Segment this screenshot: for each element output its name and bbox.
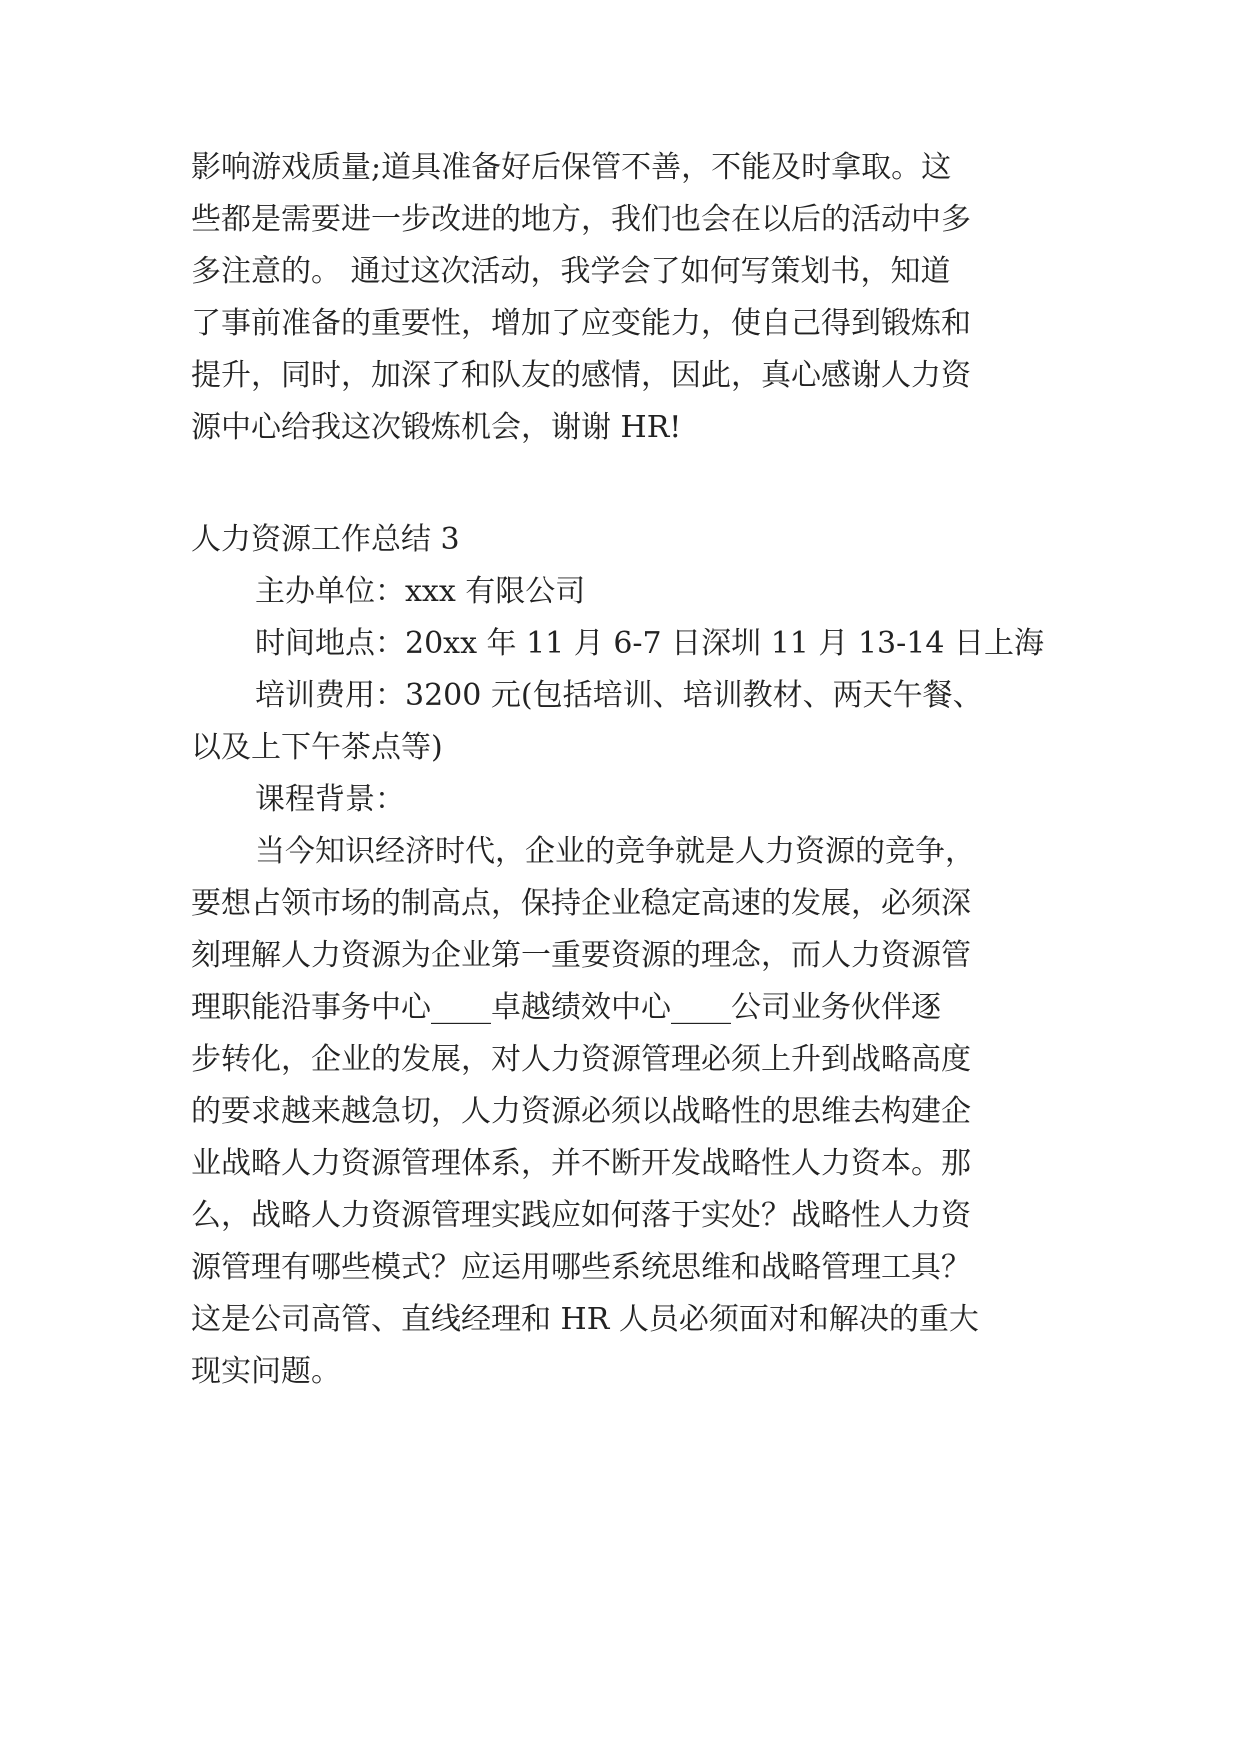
background-line: 步转化，企业的发展，对人力资源管理必须上升到战略高度	[191, 1042, 971, 1077]
paragraph-line: 些都是需要进一步改进的地方，我们也会在以后的活动中多	[191, 202, 971, 237]
paragraph-line: 提升，同时，加深了和队友的感情，因此，真心感谢人力资	[191, 358, 971, 393]
background-label: 课程背景：	[255, 782, 405, 817]
background-line: 当今知识经济时代，企业的竞争就是人力资源的竞争，	[255, 834, 975, 869]
background-line: 源管理有哪些模式？应运用哪些系统思维和战略管理工具？	[191, 1250, 971, 1285]
background-line: 业战略人力资源管理体系，并不断开发战略性人力资本。那	[191, 1146, 971, 1181]
background-line: 刻理解人力资源为企业第一重要资源的理念，而人力资源管	[191, 938, 971, 973]
background-line: 理职能沿事务中心____卓越绩效中心____公司业务伙伴逐	[191, 990, 941, 1025]
section-title: 人力资源工作总结 3	[191, 522, 460, 557]
paragraph-line: 了事前准备的重要性，增加了应变能力，使自己得到锻炼和	[191, 306, 971, 341]
background-line: 现实问题。	[191, 1354, 341, 1389]
paragraph-line: 多注意的。 通过这次活动，我学会了如何写策划书，知道	[191, 254, 951, 289]
background-line: 的要求越来越急切，人力资源必须以战略性的思维去构建企	[191, 1094, 971, 1129]
organizer-line: 主办单位：xxx 有限公司	[255, 574, 586, 609]
background-line: 么，战略人力资源管理实践应如何落于实处？战略性人力资	[191, 1198, 971, 1233]
time-place-line: 时间地点：20xx 年 11 月 6-7 日深圳 11 月 13-14 日上海	[255, 626, 1044, 661]
fee-line-continued: 以及上下午茶点等)	[191, 730, 443, 765]
fee-line: 培训费用：3200 元(包括培训、培训教材、两天午餐、	[255, 678, 983, 713]
paragraph-line: 影响游戏质量;道具准备好后保管不善，不能及时拿取。这	[191, 150, 952, 185]
background-line: 这是公司高管、直线经理和 HR 人员必须面对和解决的重大	[191, 1302, 979, 1337]
paragraph-line: 源中心给我这次锻炼机会，谢谢 HR!	[191, 410, 682, 445]
background-line: 要想占领市场的制高点，保持企业稳定高速的发展，必须深	[191, 886, 971, 921]
